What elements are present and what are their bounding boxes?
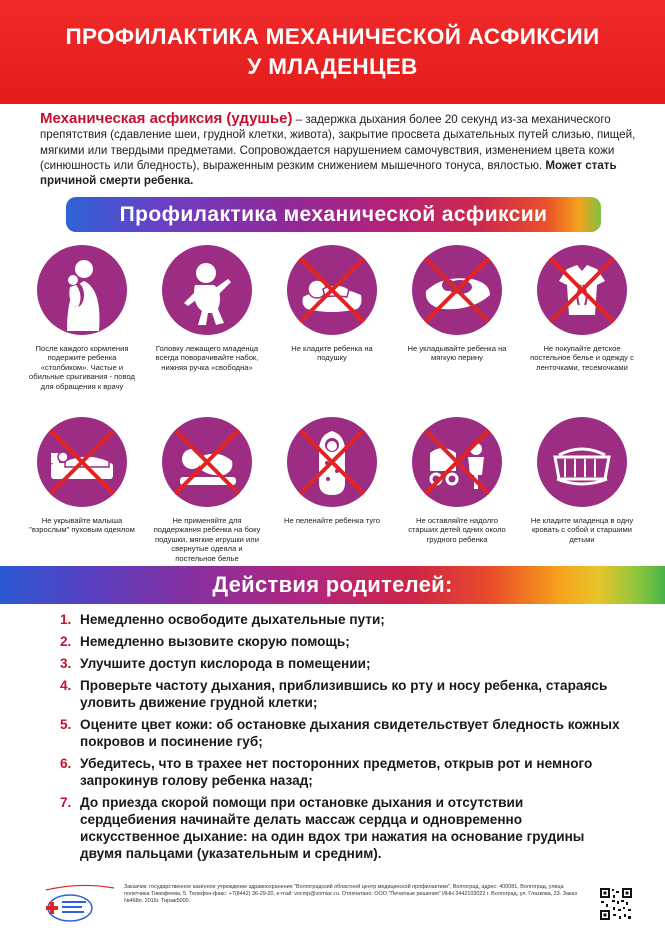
step-number: 2. bbox=[60, 634, 72, 649]
step-number: 4. bbox=[60, 678, 72, 693]
prevention-caption: Не кладите младенца в одну кровать с собой и старшими детьми bbox=[530, 516, 634, 544]
intro-paragraph bbox=[40, 111, 640, 188]
prevention-item bbox=[522, 245, 642, 372]
step-text: Проверьте частоту дыхания, приблизившись ко рту и носу ребенка, стараясь уловить движение грудной клетки; bbox=[80, 678, 608, 710]
prevention-caption: Не пеленайте ребенка туго bbox=[284, 516, 380, 525]
prevention-row-1 bbox=[22, 245, 647, 410]
side-support-pillow-crossed-icon bbox=[162, 417, 252, 507]
action-step bbox=[60, 655, 620, 672]
prevention-banner bbox=[66, 197, 601, 232]
shared-bed-crossed-icon bbox=[537, 417, 627, 507]
swaddled-baby-crossed-icon bbox=[287, 417, 377, 507]
prevention-caption: Не применяйте для поддержания ребенка на боку подушки, мягкие игрушки или свернутые одеяла и постельное белье bbox=[153, 516, 261, 563]
action-step bbox=[60, 677, 620, 711]
action-step bbox=[60, 611, 620, 628]
prevention-item bbox=[272, 417, 392, 525]
mother-holding-baby-icon bbox=[37, 245, 127, 335]
step-text: Немедленно освободите дыхательные пути; bbox=[80, 612, 385, 627]
prevention-caption: Не кладите ребенка на подушку bbox=[291, 344, 373, 363]
action-step bbox=[60, 755, 620, 789]
prevention-item bbox=[397, 245, 517, 363]
prevention-item bbox=[22, 417, 142, 535]
prevention-item bbox=[147, 417, 267, 563]
prevention-caption: Не укрывайте малыша "взрослым" пуховым одеялом bbox=[29, 516, 135, 535]
step-number: 1. bbox=[60, 612, 72, 627]
prevention-item bbox=[522, 417, 642, 544]
adult-blanket-crossed-icon bbox=[37, 417, 127, 507]
actions-list bbox=[60, 611, 620, 867]
action-step bbox=[60, 633, 620, 650]
intro-warning: Может стать причиной смерти ребенка. bbox=[40, 158, 617, 188]
footer bbox=[0, 878, 665, 939]
page-title-line2: У МЛАДЕНЦЕВ bbox=[247, 54, 418, 79]
soft-mattress-crossed-icon bbox=[412, 245, 502, 335]
footer-fine-print: Заказчик: государственное казённое учреждение здравоохранения "Волгоградский областной центр медицинской профилактики", Волгоград, адрес: 400081, Волгоград, улица полетчика Тимофеева, 5. Телефон-факс: +7(8442) 36-29-20, e-mail: vocmp@vomiac.ru. Отпечатано: ООО "Печатные решения" ИНН 3442103022 г. Волгоград, ул. Глазкова, 23. Заказ №468п. 2016г. Тираж5000. bbox=[124, 884, 577, 904]
qr-code-icon bbox=[599, 887, 633, 921]
ribbon-clothes-crossed-icon bbox=[537, 245, 627, 335]
prevention-caption: Головку лежащего младенца всегда поворачивайте набок, нижняя ручка «свободна» bbox=[155, 344, 259, 372]
baby-on-pillow-crossed-icon bbox=[287, 245, 377, 335]
prevention-item bbox=[147, 245, 267, 372]
step-text: Улучшите доступ кислорода в помещении; bbox=[80, 656, 371, 671]
step-text: Оцените цвет кожи: об остановке дыхания свидетельствует бледность кожных покровов и посинение губ; bbox=[80, 717, 620, 749]
intro-term: Механическая асфиксия (удушье) bbox=[40, 110, 293, 127]
prevention-item bbox=[397, 417, 517, 544]
step-number: 3. bbox=[60, 656, 72, 671]
prevention-caption: Не укладывайте ребенка на мягкую перину bbox=[407, 344, 507, 363]
prevention-caption: Не оставляйте надолго старших детей одних около грудного ребенка bbox=[408, 516, 506, 544]
intro-text: – задержка дыхания более 20 секунд из-за механического препятствия (сдавление шеи, грудной клетки, живота), закрытие просвета дыхательных путей слизью, пищей, мягкими или твердыми предметами. Сопровождается нарушением самочувствия, изменением цвета кожи (синюшность или бледность), выраженным резким снижением мышечного тонуса, вялостью. bbox=[40, 113, 636, 172]
actions-banner bbox=[0, 566, 665, 604]
step-number: 5. bbox=[60, 717, 72, 732]
step-number: 7. bbox=[60, 795, 72, 810]
stroller-child-crossed-icon bbox=[412, 417, 502, 507]
prevention-caption: После каждого кормления подержите ребенка «столбиком». Частые и обильные срыгивания - повод для обращения к врачу bbox=[29, 344, 135, 391]
header bbox=[0, 0, 665, 104]
prevention-caption: Не покупайте детское постельное белье и одежду с ленточками, тесемочками bbox=[530, 344, 634, 372]
actions-banner-title: Действия родителей: bbox=[212, 572, 453, 597]
step-text: До приезда скорой помощи при остановке дыхания и отсутствии сердцебиения начинайте делать массаж сердца и одновременно искусственное дыхание: на один вдох три нажатия на основание грудины двумя пальцами (указательным и средним). bbox=[80, 795, 585, 861]
page-title-line1: ПРОФИЛАКТИКА МЕХАНИЧЕСКОЙ АСФИКСИИ bbox=[65, 24, 600, 49]
prevention-row-2 bbox=[22, 417, 647, 582]
step-text: Немедленно вызовите скорую помощь; bbox=[80, 634, 350, 649]
prevention-item bbox=[272, 245, 392, 363]
medical-center-logo bbox=[40, 882, 118, 926]
step-number: 6. bbox=[60, 756, 72, 771]
step-text: Убедитесь, что в трахее нет посторонних предметов, открыв рот и немного запрокинув голову ребенка назад; bbox=[80, 756, 593, 788]
prevention-item bbox=[22, 245, 142, 391]
prevention-banner-title: Профилактика механической асфиксии bbox=[119, 202, 548, 226]
action-step bbox=[60, 716, 620, 750]
baby-head-turned-icon bbox=[162, 245, 252, 335]
action-step bbox=[60, 794, 620, 862]
